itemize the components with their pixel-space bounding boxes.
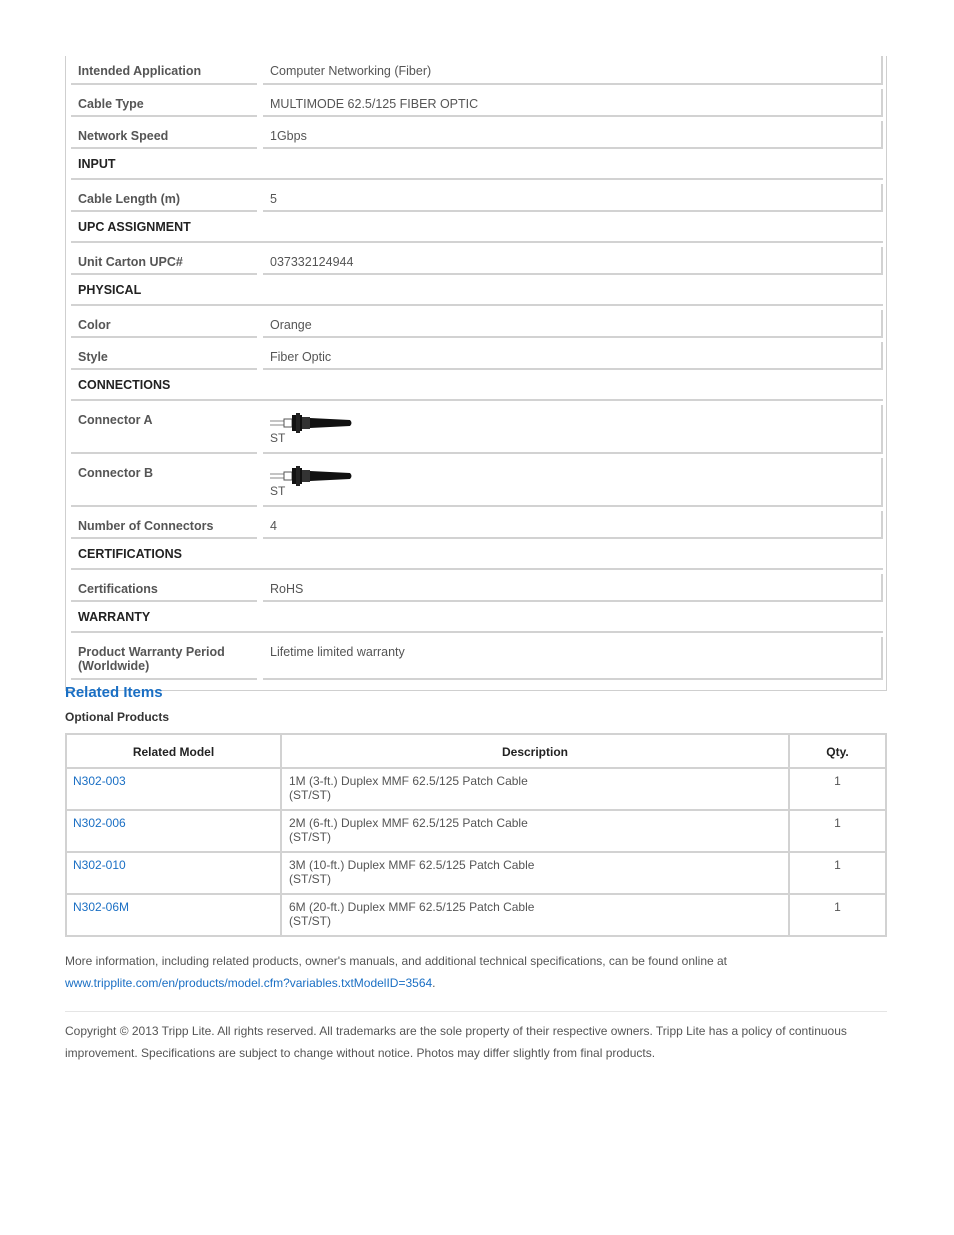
spec-row-certifications xyxy=(71,574,883,602)
description-line: 1M (3-ft.) Duplex MMF 62.5/125 Patch Cable xyxy=(289,774,528,788)
spec-row-color xyxy=(71,310,883,338)
model-link[interactable]: N302-003 xyxy=(73,774,126,788)
spec-value: RoHS xyxy=(263,574,883,602)
spec-value xyxy=(263,458,883,507)
description-cell xyxy=(280,895,788,935)
spec-row-network-speed xyxy=(71,121,883,149)
copyright xyxy=(65,1020,887,1064)
more-info-text: More information, including related products, owner's manuals, and additional technical specifications, can be found online at xyxy=(65,954,728,968)
spec-value: 4 xyxy=(263,511,883,539)
qty-cell: 1 xyxy=(788,895,885,935)
copyright-line2: improvement. Specifications are subject to change without notice. Photos may differ slightly from final products. xyxy=(65,1046,656,1060)
spec-label xyxy=(71,637,257,680)
section-header-upc: UPC ASSIGNMENT xyxy=(71,216,883,243)
description-line: (ST/ST) xyxy=(289,914,331,928)
spec-label: Connector B xyxy=(71,458,257,507)
spec-row-connector-b xyxy=(71,458,883,507)
header-qty: Qty. xyxy=(788,735,885,767)
header-related-model: Related Model xyxy=(132,745,215,759)
model-link[interactable]: N302-06M xyxy=(73,900,130,914)
spec-label: Cable Length (m) xyxy=(71,184,257,212)
more-info-link-line xyxy=(65,972,887,994)
table-header xyxy=(67,735,885,767)
spec-row-warranty xyxy=(71,637,883,680)
description-line: (ST/ST) xyxy=(289,872,331,886)
section-header-connections: CONNECTIONS xyxy=(71,374,883,401)
spec-row-cable-length xyxy=(71,184,883,212)
spec-value xyxy=(263,405,883,454)
copyright-line1: Copyright © 2013 Tripp Lite. All rights reserved. All trademarks are the sole property of their respective owners. Tripp Lite has a policy of continuous xyxy=(65,1024,847,1038)
spec-label: Network Speed xyxy=(71,121,257,149)
st-connector-icon xyxy=(270,413,354,433)
spec-label: Cable Type xyxy=(71,89,257,117)
table-row xyxy=(67,893,885,935)
warranty-label-line2: (Worldwide) xyxy=(78,659,150,673)
spec-table xyxy=(65,56,887,691)
qty-cell: 1 xyxy=(788,811,885,851)
spec-value: Computer Networking (Fiber) xyxy=(263,56,883,85)
spec-value: 037332124944 xyxy=(263,247,883,275)
spec-row-upc xyxy=(71,247,883,275)
related-products-table xyxy=(65,733,887,937)
spec-row-intended-application xyxy=(71,56,883,85)
qty-cell: 1 xyxy=(788,769,885,809)
spec-label: Intended Application xyxy=(71,56,257,85)
spec-row-num-connectors xyxy=(71,511,883,539)
spec-label: Color xyxy=(71,310,257,338)
spec-row-connector-a xyxy=(71,405,883,454)
model-link[interactable]: N302-006 xyxy=(73,816,126,830)
more-info xyxy=(65,950,887,994)
divider xyxy=(65,1011,887,1012)
spec-value: Lifetime limited warranty xyxy=(263,637,883,680)
table-row xyxy=(67,767,885,809)
spec-value: 1Gbps xyxy=(263,121,883,149)
description-cell xyxy=(280,811,788,851)
description-cell xyxy=(280,853,788,893)
related-items-title: Related Items xyxy=(65,684,163,701)
section-header-physical: PHYSICAL xyxy=(71,279,883,306)
spec-label: Number of Connectors xyxy=(71,511,257,539)
spec-label: Style xyxy=(71,342,257,370)
section-header-input: INPUT xyxy=(71,153,883,180)
section-header-certifications: CERTIFICATIONS xyxy=(71,543,883,570)
st-connector-icon xyxy=(270,466,354,486)
description-line: (ST/ST) xyxy=(289,830,331,844)
spec-value: MULTIMODE 62.5/125 FIBER OPTIC xyxy=(263,89,883,117)
spec-label: Connector A xyxy=(71,405,257,454)
spec-value: 5 xyxy=(263,184,883,212)
spec-value: Orange xyxy=(263,310,883,338)
spec-label: Unit Carton UPC# xyxy=(71,247,257,275)
description-line: 6M (20-ft.) Duplex MMF 62.5/125 Patch Cable xyxy=(289,900,535,914)
model-link[interactable]: N302-010 xyxy=(73,858,126,872)
description-line: 3M (10-ft.) Duplex MMF 62.5/125 Patch Cable xyxy=(289,858,535,872)
section-header-warranty: WARRANTY xyxy=(71,606,883,633)
warranty-label-line1: Product Warranty Period xyxy=(78,645,225,659)
spec-label: Certifications xyxy=(71,574,257,602)
header-description: Description xyxy=(280,735,788,767)
table-row xyxy=(67,851,885,893)
product-page-link[interactable]: www.tripplite.com/en/products/model.cfm?variables.txtModelID=3564 xyxy=(65,976,433,990)
qty-cell: 1 xyxy=(788,853,885,893)
spec-value: Fiber Optic xyxy=(263,342,883,370)
optional-products-title: Optional Products xyxy=(65,710,170,724)
link-suffix: . xyxy=(432,976,436,990)
connector-type: ST xyxy=(270,484,286,498)
table-row xyxy=(67,809,885,851)
spec-row-cable-type xyxy=(71,89,883,117)
description-line: 2M (6-ft.) Duplex MMF 62.5/125 Patch Cable xyxy=(289,816,528,830)
connector-type: ST xyxy=(270,431,286,445)
description-cell xyxy=(280,769,788,809)
description-line: (ST/ST) xyxy=(289,788,331,802)
spec-row-style xyxy=(71,342,883,370)
